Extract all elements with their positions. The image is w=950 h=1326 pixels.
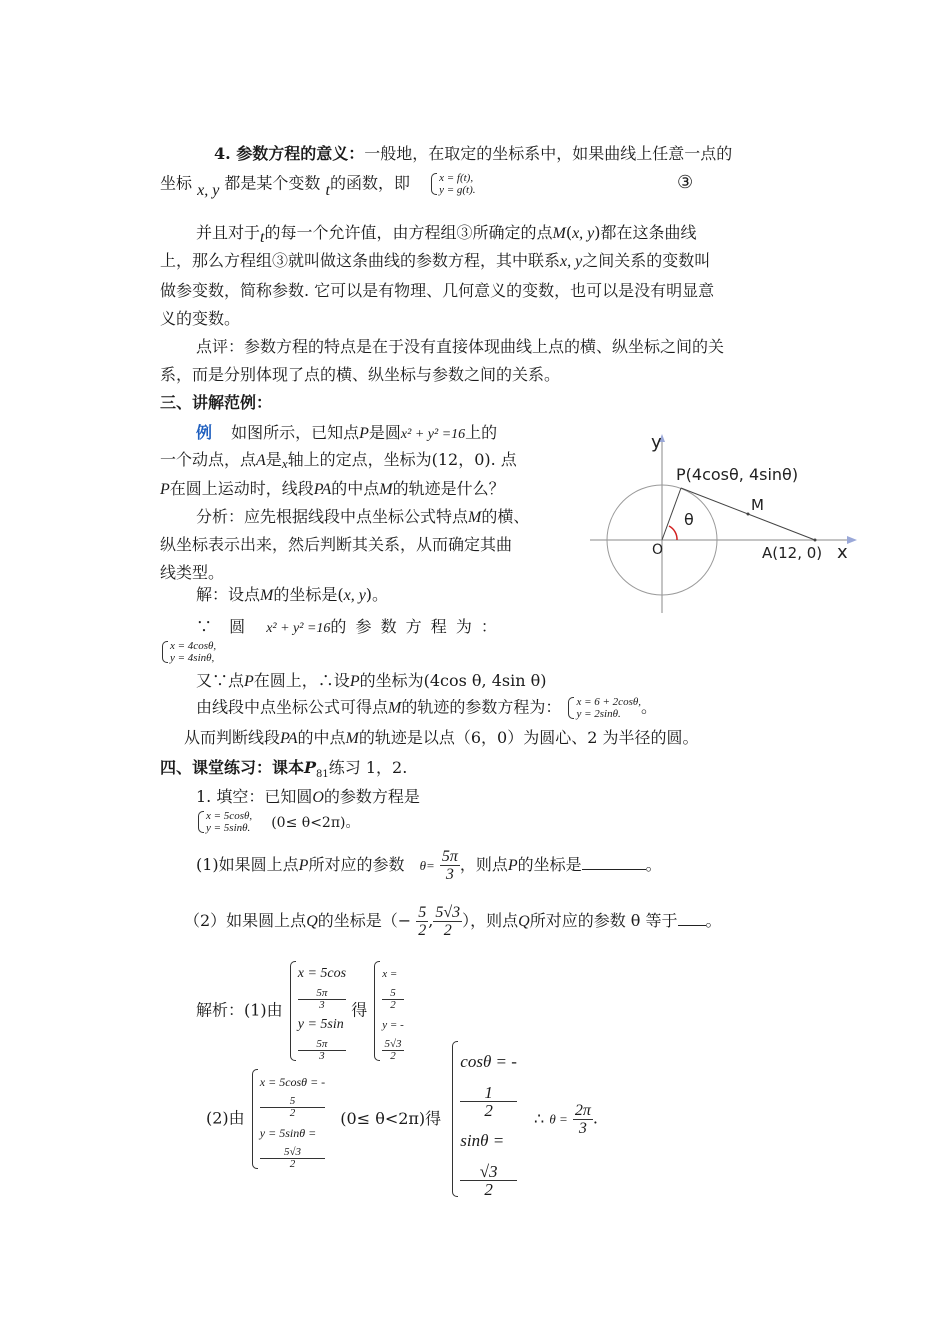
definition-line-5: 做参变数，简称参数. 它可以是有物理、几何意义的变数，也可以是没有明显意 bbox=[160, 281, 715, 300]
text-fragment: 解析：(1)由 bbox=[196, 1000, 283, 1020]
numerator: 5π bbox=[441, 848, 458, 865]
text-fragment: 从而判断线段 bbox=[184, 728, 281, 747]
text-fragment: 的坐标是( bbox=[273, 585, 344, 604]
math-M: M bbox=[388, 699, 402, 717]
equation-cos bbox=[460, 1040, 517, 1119]
equation-y-text: y = 5sin bbox=[297, 1017, 344, 1032]
solution-line-3 bbox=[196, 670, 547, 693]
equation-x bbox=[298, 960, 346, 1011]
y-axis-label: y bbox=[651, 432, 662, 453]
text-fragment: 在圆上，∴设 bbox=[253, 671, 350, 690]
text-fragment: 之间关系的变数叫 bbox=[582, 251, 711, 270]
text-fragment: 的坐标是（− bbox=[317, 911, 412, 930]
definition-line-4 bbox=[160, 250, 710, 273]
equation-x: x = f(t), bbox=[439, 172, 474, 184]
text-fragment: (1)如果圆上点 bbox=[196, 855, 299, 874]
section-4-heading bbox=[160, 757, 407, 786]
definition-heading: 4. 参数方程的意义： bbox=[214, 144, 365, 163]
section-3-heading: 三、讲解范例： bbox=[160, 393, 273, 412]
text-fragment: 。 bbox=[641, 697, 658, 717]
definition-line-1 bbox=[214, 143, 732, 165]
math-Q: Q bbox=[518, 913, 530, 930]
math-theta: θ = bbox=[549, 1111, 568, 1127]
text-fragment: 又∵点 bbox=[196, 671, 245, 690]
analysis-line-1 bbox=[196, 506, 529, 529]
equation-y: y = g(t). bbox=[439, 184, 476, 196]
text-fragment: 。 bbox=[705, 911, 722, 930]
denominator: 2 bbox=[289, 1158, 296, 1170]
exercise-1-line-1 bbox=[196, 786, 420, 809]
text-fragment: 解：设点 bbox=[196, 585, 261, 604]
equation-system-trig bbox=[450, 1040, 517, 1198]
equation-y: y = 5sinθ. bbox=[206, 822, 251, 834]
radius-OP bbox=[662, 488, 681, 540]
fraction-1-over-2 bbox=[460, 1084, 517, 1119]
solution-line-2 bbox=[196, 616, 499, 640]
math-xy: x, y bbox=[343, 587, 366, 604]
math-M: M bbox=[552, 225, 566, 242]
point-M bbox=[747, 513, 750, 516]
text-fragment: 在圆上运动时，线段 bbox=[169, 479, 314, 498]
equation-x-text: x = bbox=[382, 968, 398, 980]
math-circle-eq: x² + y² =16 bbox=[400, 427, 466, 442]
text-fragment: 坐标 bbox=[160, 173, 193, 193]
text-fragment: 的轨迹的参数方程为： bbox=[401, 697, 562, 717]
text-fragment: )都在这条曲线 bbox=[594, 223, 697, 242]
math-P: P bbox=[298, 857, 309, 874]
text-fragment: 的每一个允许值，由方程组③所确定的点 bbox=[264, 223, 553, 242]
math-P: P bbox=[359, 425, 369, 442]
text-fragment: )。 bbox=[365, 585, 389, 604]
fraction-5sqrt3-over-2 bbox=[433, 904, 462, 939]
numerator: 5√3 bbox=[260, 1147, 325, 1159]
denominator: 2 bbox=[390, 1050, 396, 1062]
equation-sin bbox=[460, 1119, 517, 1198]
analysis-solution-1 bbox=[196, 960, 404, 1062]
fraction-5sqrt3-over-2 bbox=[260, 1147, 325, 1170]
x-axis-label: x bbox=[837, 542, 848, 563]
fraction-5pi-over-3 bbox=[298, 988, 346, 1011]
theta-label: θ bbox=[684, 510, 694, 529]
example-line-3 bbox=[160, 478, 505, 501]
text-fragment: 一个动点，点 bbox=[160, 450, 257, 469]
math-xy: x, y bbox=[560, 253, 583, 270]
text-fragment: , bbox=[428, 911, 434, 930]
text-fragment: （2）如果圆上点 bbox=[184, 911, 307, 930]
equation-system-q bbox=[250, 1068, 325, 1170]
equation-y-text: y = 5sinθ = bbox=[259, 1126, 317, 1140]
denominator: 2 bbox=[443, 922, 452, 939]
answer-blank-2[interactable] bbox=[678, 909, 706, 926]
exercise-1-system bbox=[196, 810, 360, 834]
denominator: 3 bbox=[445, 866, 454, 883]
therefore-symbol: ∴ bbox=[534, 1108, 545, 1128]
equation-y bbox=[260, 1119, 325, 1170]
equation-cos-text: cosθ = - bbox=[460, 1052, 517, 1071]
text-fragment: 练习 1，2. bbox=[328, 758, 408, 777]
numerator: 5 bbox=[260, 1096, 325, 1108]
point-P-label: P(4cosθ, 4sinθ) bbox=[676, 465, 799, 484]
point-A bbox=[814, 539, 817, 542]
equation-sin-text: sinθ = bbox=[460, 1131, 505, 1150]
equation-system-midpoint bbox=[566, 696, 641, 720]
math-P: P bbox=[304, 758, 317, 777]
equation-x bbox=[382, 960, 403, 1011]
math-PA: PA bbox=[313, 481, 332, 498]
text-fragment: 分析：应先根据线段中点坐标公式特点 bbox=[196, 507, 469, 526]
analysis-solution-2 bbox=[206, 1040, 598, 1199]
equation-system-3 bbox=[429, 172, 475, 196]
text-fragment: 都是某个变数 bbox=[224, 173, 321, 193]
text-fragment: 所对应的参数 bbox=[308, 855, 405, 874]
text-fragment: 的轨迹是以点（6，0）为圆心、2 为半径的圆。 bbox=[358, 728, 699, 747]
text-fragment: 。 bbox=[645, 855, 662, 874]
definition-text: 一般地，在取定的坐标系中，如果曲线上任意一点的 bbox=[364, 144, 733, 163]
equation-y: y = 2sinθ. bbox=[576, 708, 621, 720]
math-M: M bbox=[345, 730, 359, 747]
text-fragment: 是 bbox=[265, 450, 282, 469]
math-circle-eq: x² + y² =16 bbox=[266, 621, 331, 636]
text-fragment: 上的 bbox=[465, 423, 498, 442]
text-fragment: 的 参 数 方 程 为 ： bbox=[330, 617, 499, 636]
fraction-2pi-over-3 bbox=[573, 1102, 593, 1137]
exercise-1-question-2 bbox=[184, 896, 722, 946]
subscript: 81 bbox=[316, 769, 329, 781]
text-fragment: ），则点 bbox=[462, 911, 519, 930]
math-P: P bbox=[244, 673, 254, 690]
denominator: 2 bbox=[418, 922, 427, 939]
numerator: 5√3 bbox=[382, 1039, 403, 1051]
math-theta: θ= bbox=[419, 858, 435, 873]
equation-x-text: x = 5cos bbox=[297, 966, 347, 981]
denominator: 3 bbox=[319, 999, 325, 1011]
math-A: A bbox=[256, 452, 266, 469]
denominator: 3 bbox=[319, 1050, 325, 1062]
math-M: M bbox=[379, 481, 393, 498]
numerator: 5 bbox=[418, 904, 427, 921]
numerator: 5π bbox=[298, 988, 346, 1000]
text-fragment: ∵ 圆 bbox=[196, 617, 252, 636]
math-PA: PA bbox=[280, 730, 298, 747]
equation-x-text: x = 5cosθ = - bbox=[259, 1075, 326, 1089]
math-Q: Q bbox=[306, 913, 318, 930]
math-P: P bbox=[160, 481, 170, 498]
math-O: O bbox=[312, 789, 324, 806]
math-M: M bbox=[260, 587, 274, 604]
text-fragment: 并且对于 bbox=[196, 223, 261, 242]
solution-line-4 bbox=[196, 696, 657, 720]
definition-line-3 bbox=[196, 222, 697, 245]
text-fragment: ，则点 bbox=[459, 855, 508, 874]
numerator: 5√3 bbox=[435, 904, 461, 921]
fraction-5pi-over-3 bbox=[440, 848, 460, 883]
denominator: 2 bbox=[289, 1107, 296, 1119]
text-fragment: 的参数方程是 bbox=[323, 787, 420, 806]
definition-line-6: 义的变数。 bbox=[160, 309, 241, 328]
numerator: √3 bbox=[460, 1163, 517, 1181]
text-fragment: 所对应的参数 θ 等于 bbox=[529, 911, 678, 930]
analysis-line-2: 纵坐标表示出来，然后判断其关系，从而确定其曲 bbox=[160, 535, 513, 554]
equation-x: x = 5cosθ, bbox=[206, 810, 253, 822]
text-fragment: ( bbox=[565, 223, 573, 242]
text-fragment: 1. 填空：已知圆 bbox=[196, 787, 313, 806]
fraction-5-over-2 bbox=[382, 988, 403, 1011]
text-fragment: 的坐标为(4cos θ, 4sin θ) bbox=[359, 671, 547, 690]
exercise-1-question-1 bbox=[196, 840, 662, 890]
text-fragment: 是圆 bbox=[368, 423, 401, 442]
math-xy: x, y bbox=[197, 181, 220, 199]
equation-system-circle bbox=[160, 640, 216, 664]
analysis-line-3: 线类型。 bbox=[160, 563, 225, 582]
fraction-5-over-2 bbox=[260, 1096, 325, 1119]
math-x: x bbox=[281, 456, 288, 471]
equation-number: ③ bbox=[677, 172, 694, 193]
equation-system-circle-5 bbox=[196, 810, 252, 834]
equation-x: x = 4cosθ, bbox=[170, 640, 217, 652]
text-fragment: 的中点 bbox=[297, 728, 346, 747]
parameter-range: (0≤ θ<2π)得 bbox=[340, 1108, 442, 1128]
math-t: t bbox=[260, 229, 265, 246]
text-fragment: . bbox=[592, 1108, 598, 1128]
text-fragment: 的横、 bbox=[481, 507, 530, 526]
math-t: t bbox=[325, 181, 330, 199]
example-line-1 bbox=[196, 422, 497, 446]
numerator: 5π bbox=[298, 1039, 346, 1051]
denominator: 3 bbox=[578, 1119, 587, 1137]
math-M: M bbox=[468, 509, 482, 526]
point-M-label: M bbox=[751, 496, 764, 514]
origin-label: O bbox=[652, 542, 664, 558]
text-fragment: 四、课堂练习：课本 bbox=[160, 758, 305, 777]
text-fragment: 得 bbox=[351, 1000, 368, 1020]
text-fragment: 的函数，即 bbox=[329, 173, 410, 193]
definition-line-2 bbox=[160, 172, 476, 206]
solution-system-circle bbox=[160, 640, 216, 664]
text-fragment: 的轨迹是什么？ bbox=[392, 479, 505, 498]
text-fragment: 如图所示，已知点 bbox=[231, 423, 360, 442]
solution-line-1 bbox=[196, 584, 388, 607]
comment-line-2: 系，而是分别体现了点的横、纵坐标与参数之间的关系。 bbox=[160, 365, 561, 384]
fraction-sqrt3-over-2 bbox=[460, 1163, 517, 1198]
numerator: 1 bbox=[460, 1084, 517, 1102]
denominator: 2 bbox=[484, 1101, 493, 1120]
example-line-2 bbox=[160, 449, 517, 472]
point-A-label: A(12, 0) bbox=[762, 544, 823, 562]
text-fragment: 由线段中点坐标公式可得点 bbox=[196, 697, 389, 717]
equation-y-text: y = - bbox=[382, 1019, 404, 1031]
text-fragment: 轴上的定点，坐标为(12，0). 点 bbox=[287, 450, 517, 469]
theta-arc bbox=[669, 526, 677, 540]
equation-y: y = 4sinθ, bbox=[170, 652, 215, 664]
solution-line-5 bbox=[184, 727, 698, 750]
parameter-range: (0≤ θ<2π)。 bbox=[271, 814, 360, 831]
equation-x: x = 6 + 2cosθ, bbox=[576, 696, 641, 708]
numerator: 2π bbox=[574, 1101, 591, 1119]
math-P: P bbox=[507, 857, 518, 874]
circle-diagram bbox=[585, 428, 860, 618]
x-axis-arrow bbox=[847, 536, 857, 544]
math-xy: x, y bbox=[572, 225, 595, 242]
answer-blank-1[interactable] bbox=[582, 853, 646, 870]
text-fragment: (2)由 bbox=[206, 1108, 245, 1128]
math-P: P bbox=[349, 673, 360, 690]
text-fragment: 的坐标是 bbox=[517, 855, 582, 874]
denominator: 2 bbox=[390, 999, 396, 1011]
equation-x bbox=[260, 1068, 325, 1119]
fraction-5-over-2 bbox=[416, 904, 428, 939]
text-fragment: 的中点 bbox=[331, 479, 380, 498]
denominator: 2 bbox=[484, 1180, 493, 1199]
example-label: 例 bbox=[196, 423, 213, 442]
text-fragment: 上，那么方程组③就叫做这条曲线的参数方程，其中联系 bbox=[160, 251, 561, 270]
comment-line-1: 点评：参数方程的特点是在于没有直接体现曲线上点的横、纵坐标之间的关 bbox=[196, 337, 725, 356]
numerator: 5 bbox=[382, 988, 403, 1000]
